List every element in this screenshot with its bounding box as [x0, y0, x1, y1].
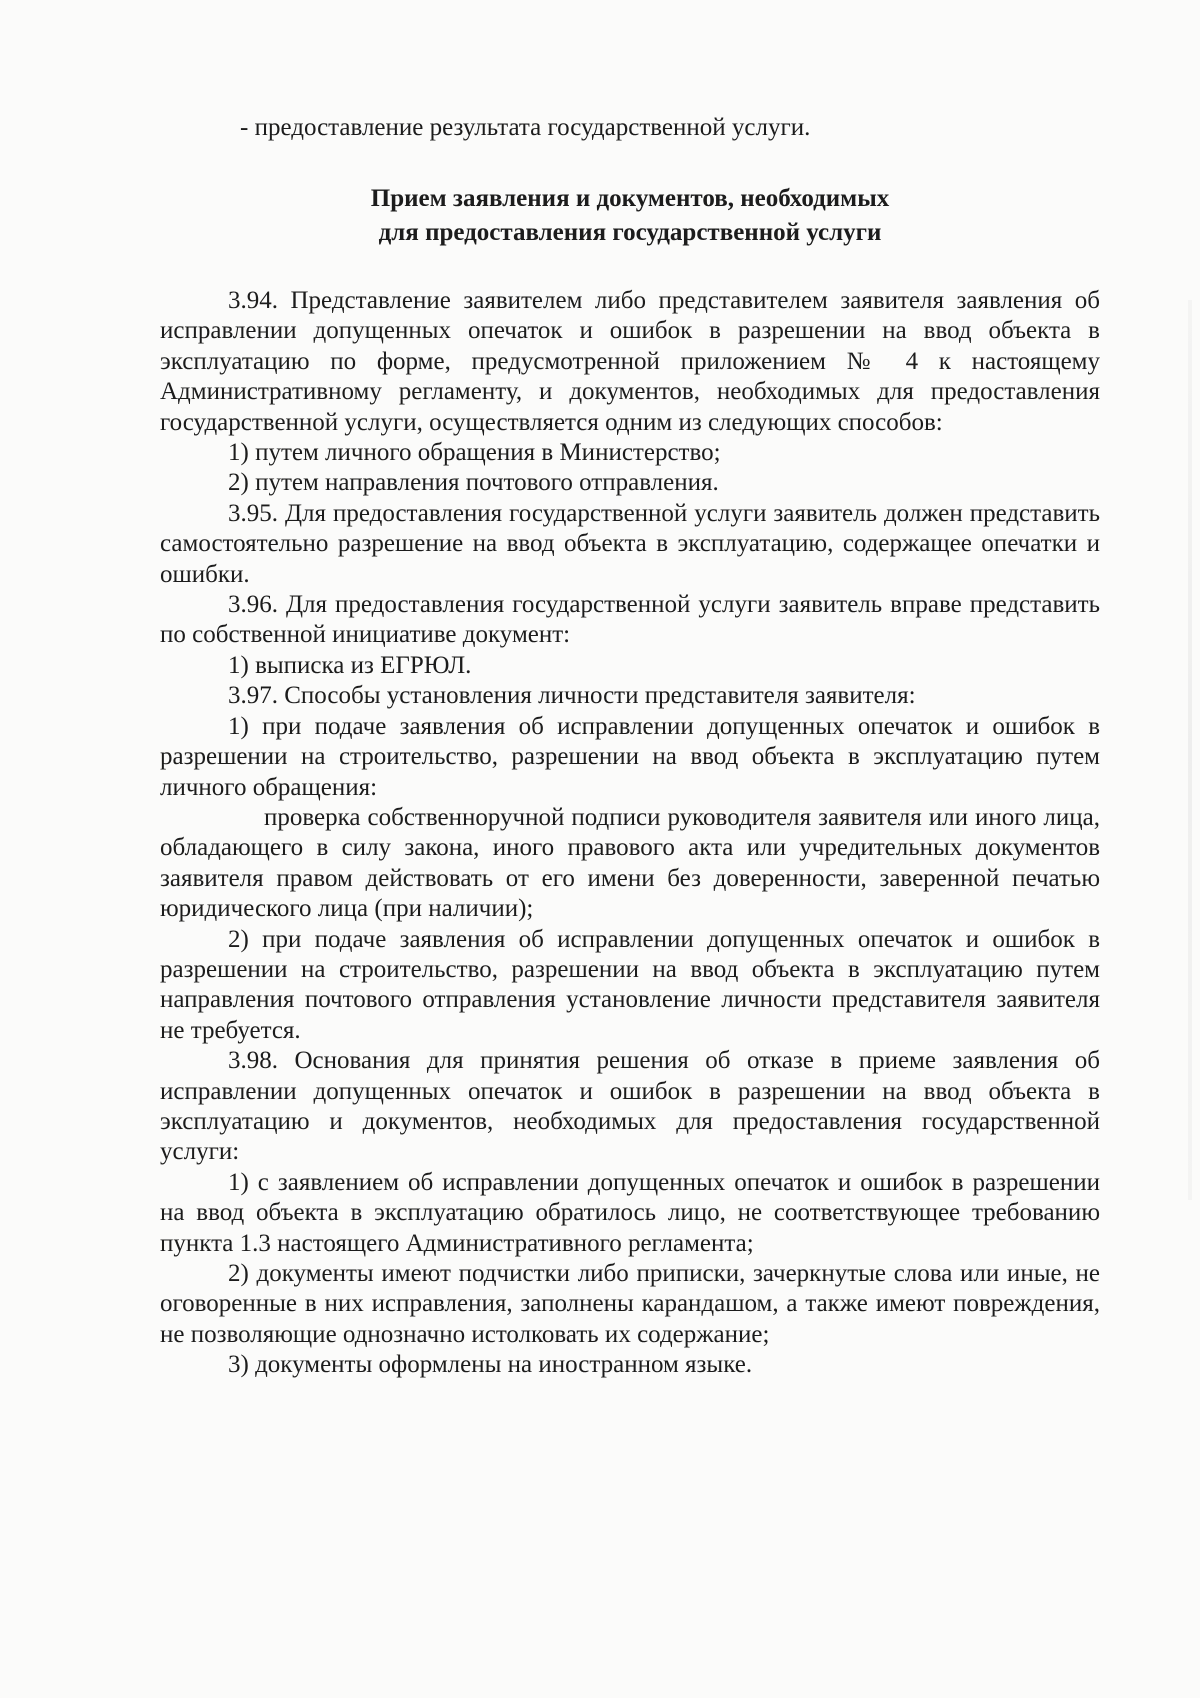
paragraph-3-95: 3.95. Для предоставления государственной услуги заявитель должен представить самостоятельно разрешение на ввод объекта в эксплуатацию, содержащее опечатки и ошибки. — [160, 499, 1100, 588]
section-heading — [160, 182, 1100, 250]
list-item-postal: 2) путем направления почтового отправления. — [228, 469, 719, 497]
document-content — [160, 112, 1100, 1381]
list-item-egrul: 1) выписка из ЕГРЮЛ. — [228, 651, 472, 679]
list-item-refusal-2: 2) документы имеют подчистки либо приписки, зачеркнутые слова или иные, не оговоренные в них исправления, заполнены карандашом, а также имеют повреждения, не позволяющие однозначно истолковать их содержание; — [160, 1260, 1100, 1348]
scan-margin-artifact — [1188, 300, 1192, 1200]
intro-line: - предоставление результата государственной услуги. — [240, 114, 811, 141]
paragraph-3-97: 3.97. Способы установления личности представителя заявителя: — [228, 682, 916, 710]
list-item-refusal-1: 1) с заявлением об исправлении допущенных опечаток и ошибок в разрешении на ввод объекта в эксплуатацию обратилось лицо, не соответствующее требованию пункта 1.3 настоящего Административного регламента; — [160, 1168, 1100, 1257]
section-heading-line-1: Прием заявления и документов, необходимых — [370, 185, 890, 212]
list-item-personal-visit: 1) путем личного обращения в Министерство; — [228, 439, 721, 467]
section-heading-line-2: для предоставления государственной услуги — [378, 219, 882, 246]
list-item-postal-application: 2) при подаче заявления об исправлении допущенных опечаток и ошибок в разрешении на строительство, разрешении на ввод объекта в эксплуатацию путем направления почтового отправления установление личности представителя заявителя не требуется. — [160, 925, 1100, 1044]
list-item-personal-application: 1) при подаче заявления об исправлении допущенных опечаток и ошибок в разрешении на строительство, разрешении на ввод объекта в эксплуатацию путем личного обращения: — [160, 712, 1100, 801]
paragraph-3-94: 3.94. Представление заявителем либо представителем заявителя заявления об исправлении допущенных опечаток и ошибок в разрешении на ввод объекта в эксплуатацию по форме, предусмотренной приложением № 4 к настоящему Административному регламенту, и документов, необходимых для предоставления государственной услуги, осуществляется одним из следующих способов: — [160, 287, 1100, 436]
paragraph-signature-check: проверка собственноручной подписи руководителя заявителя или иного лица, обладающего в силу закона, иного правового акта или учредительных документов заявителя правом действовать от его имени без доверенности, заверенной печатью юридического лица (при наличии); — [160, 803, 1100, 923]
list-item-refusal-3: 3) документы оформлены на иностранном языке. — [228, 1351, 753, 1379]
paragraph-3-96: 3.96. Для предоставления государственной услуги заявитель вправе представить по собственной инициативе документ: — [160, 591, 1100, 649]
paragraph-3-98: 3.98. Основания для принятия решения об отказе в приеме заявления об исправлении допущенных опечаток и ошибок в разрешении на ввод объекта в эксплуатацию и документов, необходимых для предоставления государственной услуги: — [160, 1047, 1100, 1166]
